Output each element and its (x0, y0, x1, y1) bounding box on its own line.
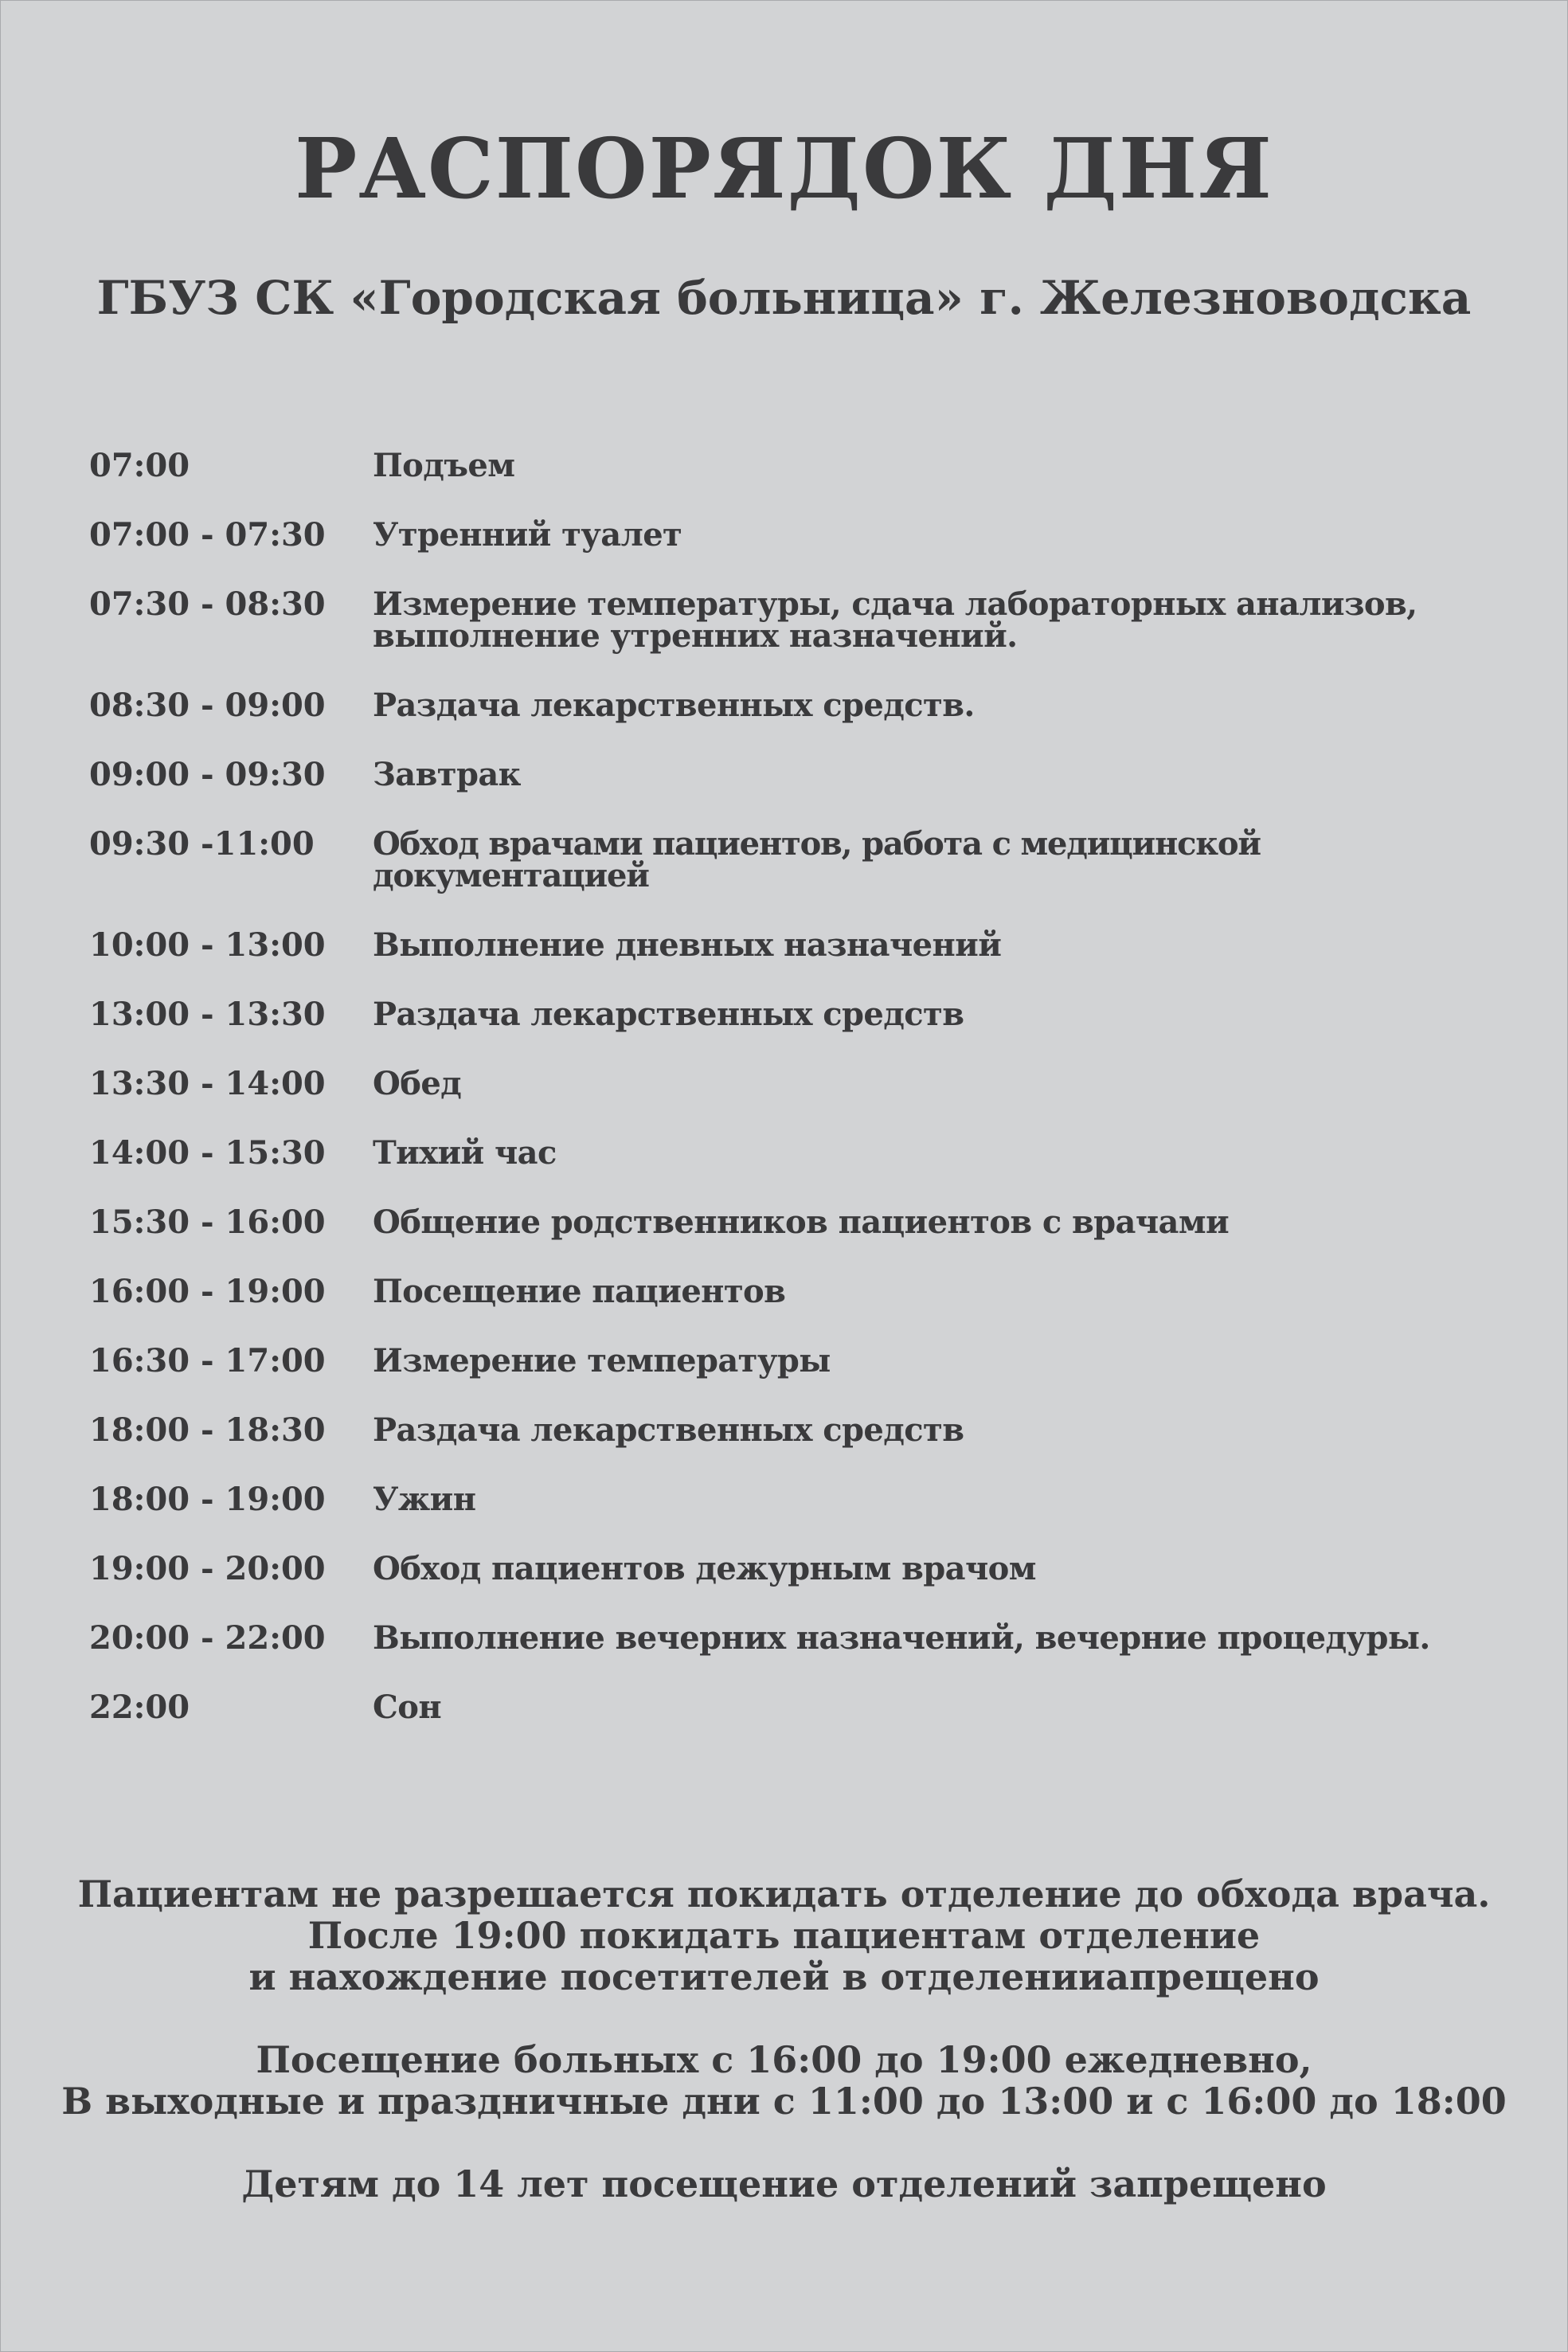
schedule-activity: Раздача лекарственных средств (373, 1411, 964, 1449)
schedule-time: 15:30 - 16:00 (89, 1203, 326, 1241)
schedule-time: 10:00 - 13:00 (89, 926, 326, 964)
schedule-activity: Раздача лекарственных средств (373, 996, 964, 1033)
schedule-time: 20:00 - 22:00 (89, 1619, 326, 1657)
schedule-activity: Выполнение дневных назначений (373, 926, 1002, 964)
schedule-time: 09:30 -11:00 (89, 825, 315, 863)
schedule-time: 18:00 - 19:00 (89, 1481, 326, 1518)
schedule-activity: Выполнение вечерних назначений, вечерние процедуры. (373, 1619, 1430, 1657)
schedule-row (89, 1065, 1523, 1102)
schedule-row (89, 1411, 1523, 1449)
schedule-activity: Обход врачами пациентов, работа с медицинской документацией (373, 825, 1261, 894)
schedule-row (89, 447, 1523, 484)
schedule-activity: Ужин (373, 1481, 476, 1518)
schedule-row (89, 516, 1523, 554)
schedule-row (89, 585, 1523, 655)
schedule-row (89, 825, 1523, 894)
schedule-activity: Тихий час (373, 1134, 557, 1172)
schedule-time: 16:00 - 19:00 (89, 1273, 326, 1310)
schedule-activity: Посещение пациентов (373, 1273, 786, 1310)
schedule-time: 19:00 - 20:00 (89, 1550, 326, 1587)
schedule-time: 08:30 - 09:00 (89, 687, 326, 724)
schedule-row (89, 1203, 1523, 1241)
schedule-activity: Измерение температуры (373, 1342, 831, 1380)
page-title: РАСПОРЯДОК ДНЯ (295, 119, 1273, 217)
schedule-time: 07:30 - 08:30 (89, 585, 326, 623)
schedule-activity: Подъем (373, 447, 515, 484)
schedule-row (89, 1619, 1523, 1657)
schedule-activity: Обед (373, 1065, 462, 1102)
schedule-time: 07:00 - 07:30 (89, 516, 326, 554)
schedule-time: 07:00 (89, 447, 190, 484)
page-subtitle: ГБУЗ СК «Городская больница» г. Железноводска (96, 271, 1472, 325)
schedule-row (89, 1273, 1523, 1310)
schedule-activity: Обход пациентов дежурным врачом (373, 1550, 1036, 1587)
schedule-activity: Завтрак (373, 756, 521, 793)
schedule-list (89, 447, 1523, 1761)
schedule-activity: Сон (373, 1689, 441, 1726)
schedule-time: 22:00 (89, 1689, 190, 1726)
schedule-time: 14:00 - 15:30 (89, 1134, 326, 1172)
schedule-row (89, 1689, 1523, 1726)
children-note: Детям до 14 лет посещение отделений запрещено (241, 2162, 1327, 2205)
schedule-row (89, 1481, 1523, 1518)
visiting-hours-note: Посещение больных с 16:00 до 19:00 ежедневно, В выходные и праздничные дни с 11:00 до 13:00 и с 16:00 до 18:00 (61, 2038, 1507, 2123)
schedule-time: 13:00 - 13:30 (89, 996, 326, 1033)
notes-section (0, 1873, 1568, 2205)
schedule-row (89, 756, 1523, 793)
schedule-row (89, 1134, 1523, 1172)
schedule-row (89, 926, 1523, 964)
schedule-activity: Раздача лекарственных средств. (373, 687, 975, 724)
schedule-time: 18:00 - 18:30 (89, 1411, 326, 1449)
schedule-time: 09:00 - 09:30 (89, 756, 326, 793)
rules-note: Пациентам не разрешается покидать отделение до обхода врача. После 19:00 покидать пациентам отделение и нахождение посетителей в отделенииапрещено (77, 1873, 1491, 1998)
schedule-row (89, 1342, 1523, 1380)
schedule-activity: Общение родственников пациентов с врачами (373, 1203, 1230, 1241)
schedule-activity: Утренний туалет (373, 516, 682, 554)
schedule-time: 13:30 - 14:00 (89, 1065, 326, 1102)
schedule-row (89, 996, 1523, 1033)
schedule-time: 16:30 - 17:00 (89, 1342, 326, 1380)
schedule-row (89, 687, 1523, 724)
schedule-row (89, 1550, 1523, 1587)
schedule-activity: Измерение температуры, сдача лабораторных анализов, выполнение утренних назначений. (373, 585, 1417, 655)
